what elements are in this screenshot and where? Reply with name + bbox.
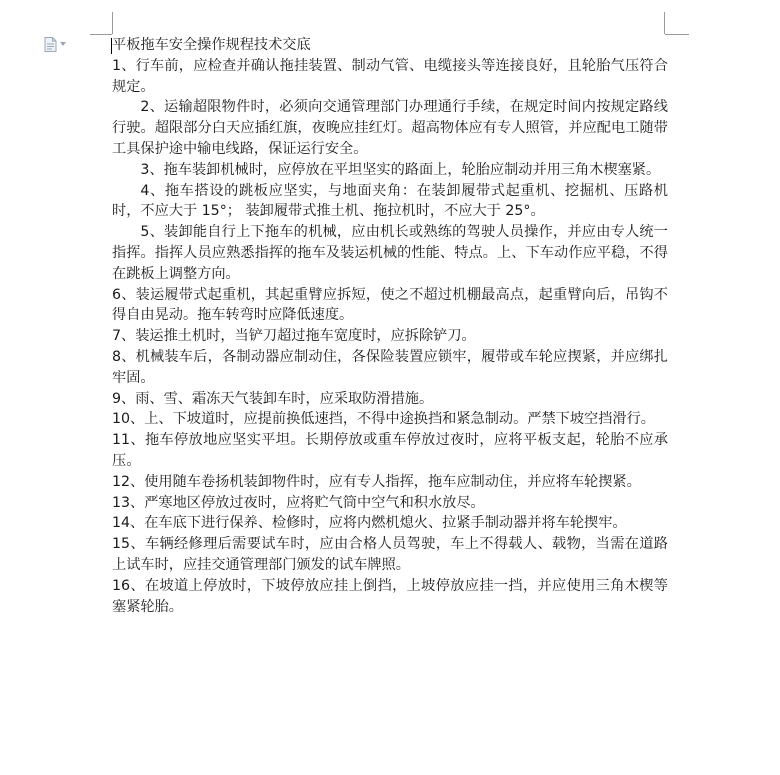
paragraph-item: 15、车辆经修理后需要试车时，应由合格人员驾驶，车上不得载人、载物，当需在道路上试车时，应挂交通管理部门颁发的试车牌照。 [112, 536, 668, 573]
paragraph-item: 1、行车前，应检查并确认拖挂装置、制动气管、电缆接头等连接良好，且轮胎气压符合规定。 [112, 57, 668, 95]
paragraph-item: 2、运输超限物件时，必须向交通管理部门办理通行手续，在规定时间内按规定路线行驶。超限部分白天应插红旗，夜晚应挂红灯。超高物体应有专人照管，并应配电工随带工具保护途中输电线路，保证运行安全。 [112, 99, 668, 157]
paragraph-item: 10、上、下坡道时，应提前换低速挡，不得中途换挡和紧急制动。严禁下坡空挡滑行。 [112, 411, 655, 428]
crop-mark-top-left-horizontal [90, 34, 112, 35]
document-body[interactable] [112, 35, 668, 617]
crop-mark-top-right-vertical [664, 12, 665, 34]
paragraph-item: 11、拖车停放地应坚实平坦。长期停放或重车停放过夜时，应将平板支起，轮胎不应承压。 [112, 432, 668, 469]
paragraph-item: 12、使用随车卷扬机装卸物件时，应有专人指挥，拖车应制动住，并应将车轮揳紧。 [112, 473, 641, 490]
paragraph-item: 9、雨、雪、霜冻天气装卸车时，应采取防滑措施。 [112, 390, 434, 407]
crop-mark-top-left-vertical [112, 12, 113, 34]
paragraph-options-button[interactable] [44, 36, 72, 52]
paragraph-item: 14、在车底下进行保养、检修时，应将内燃机熄火、拉紧手制动器并将车轮揳牢。 [112, 515, 627, 532]
paragraph-item: 5、装卸能自行上下拖车的机械，应由机长或熟练的驾驶人员操作，并应由专人统一指挥。指挥人员应熟悉指挥的拖车及装运机械的性能、特点。上、下车动作应平稳，不得在跳板上调整方向。 [112, 224, 668, 282]
paragraph-item: 4、拖车搭设的跳板应坚实，与地面夹角：在装卸履带式起重机、挖掘机、压路机时，不应大于 15°； 装卸履带式推土机、拖拉机时，不应大于 25°。 [112, 182, 668, 220]
document-icon [44, 37, 57, 52]
document-title: 平板拖车安全操作规程技术交底 [112, 37, 311, 53]
paragraph-item: 13、严寒地区停放过夜时，应将贮气筒中空气和积水放尽。 [112, 494, 485, 511]
chevron-down-icon [60, 42, 66, 46]
paragraph-item: 6、装运履带式起重机，其起重臂应拆短，使之不超过机棚最高点，起重臂向后，吊钩不得自由晃动。拖车转弯时应降低速度。 [112, 286, 668, 324]
paragraph-item: 16、在坡道上停放时，下坡停放应挂上倒挡，上坡停放应挂一挡，并应使用三角木楔等塞紧轮胎。 [112, 577, 668, 615]
paragraph-item: 7、装运推土机时，当铲刀超过拖车宽度时，应拆除铲刀。 [112, 328, 476, 345]
paragraph-item: 3、拖车装卸机械时，应停放在平坦坚实的路面上，轮胎应制动并用三角木楔塞紧。 [140, 161, 661, 178]
crop-mark-top-right-horizontal [665, 34, 689, 35]
paragraph-item: 8、机械装车后，各制动器应制动住，各保险装置应锁牢，履带或车轮应揳紧，并应绑扎牢固。 [112, 348, 668, 386]
paragraph-list [112, 56, 668, 618]
